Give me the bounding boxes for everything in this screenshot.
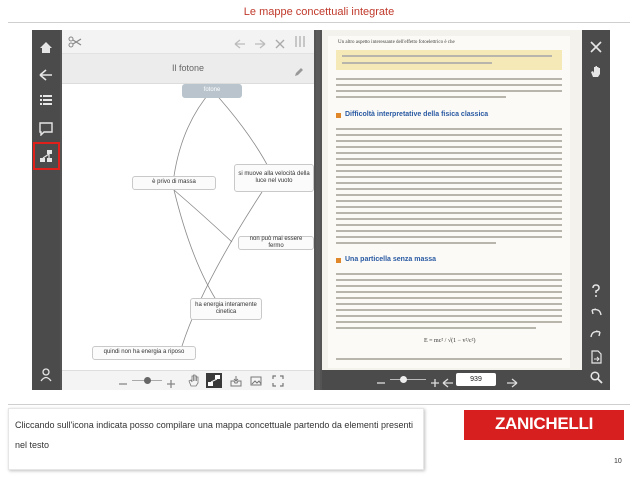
concept-node[interactable]: non può mai essere fermo — [238, 236, 314, 250]
concept-map-panel — [62, 30, 314, 370]
image-icon[interactable] — [250, 374, 262, 392]
caption-box — [8, 408, 424, 470]
map-toolbar — [62, 30, 314, 54]
map-connectors — [62, 84, 314, 370]
comment-icon[interactable] — [32, 118, 60, 140]
concept-node[interactable]: è privo di massa — [132, 176, 216, 190]
right-toolbar — [582, 30, 610, 390]
concept-node[interactable]: ha energia interamente cinetica — [190, 298, 262, 320]
help-icon[interactable] — [582, 280, 610, 302]
book-page-panel — [322, 30, 582, 370]
map-footer-toolbar — [62, 370, 314, 390]
footer-divider — [8, 404, 630, 405]
book-intro-line: Un altro aspetto interessante dell'effetto fotoelettrico è che — [338, 40, 455, 45]
zoom-out-icon[interactable] — [118, 376, 128, 394]
panel-divider[interactable] — [316, 30, 320, 390]
inbox-icon[interactable] — [230, 374, 242, 392]
tools-icon[interactable] — [582, 36, 610, 58]
hand-icon[interactable] — [582, 60, 610, 82]
zoom-in-icon[interactable] — [430, 375, 440, 393]
slide-title: Le mappe concettuali integrate — [243, 6, 395, 18]
search-icon[interactable] — [582, 366, 610, 388]
list-icon[interactable] — [32, 90, 60, 112]
concept-node[interactable]: quindi non ha energia a riposo — [92, 346, 196, 360]
book-heading-2: Una particella senza massa — [345, 256, 437, 263]
caption-text: Cliccando sull'icona indicata posso compilare una mappa concettuale partendo da elementi presenti nel testo — [15, 420, 413, 450]
book-page[interactable] — [328, 36, 570, 368]
zoom-slider-handle[interactable] — [400, 376, 407, 383]
zoom-slider-track[interactable] — [390, 379, 426, 380]
map-title[interactable]: Il fotone — [171, 63, 205, 73]
title-divider — [8, 22, 630, 23]
book-heading-1: Difficoltà interpretative della fisica classica — [345, 111, 489, 118]
undo-map-icon[interactable] — [234, 36, 246, 54]
columns-icon[interactable] — [294, 35, 306, 53]
heading-marker — [336, 113, 341, 118]
publisher-logo — [464, 410, 624, 440]
back-arrow-icon[interactable] — [32, 64, 60, 86]
concept-node[interactable]: si muove alla velocità della luce nel vuoto — [234, 164, 314, 192]
zoom-out-icon[interactable] — [376, 375, 386, 393]
user-icon[interactable] — [32, 364, 60, 386]
heading-marker — [336, 258, 341, 263]
redo-icon[interactable] — [582, 324, 610, 346]
left-toolbar — [32, 30, 60, 390]
map-canvas[interactable] — [62, 84, 314, 370]
root-node[interactable]: fotone — [182, 84, 242, 98]
highlight-frame — [33, 142, 60, 170]
zoom-slider-handle[interactable] — [144, 377, 151, 384]
fullscreen-icon[interactable] — [272, 374, 284, 392]
prev-page-icon[interactable] — [442, 375, 454, 393]
next-page-icon[interactable] — [506, 375, 518, 393]
logo-text: ZANICHELLI — [494, 414, 594, 433]
book-footer-toolbar — [322, 370, 582, 390]
page-number-input[interactable]: 939 — [456, 373, 496, 386]
book-formula: E = mc² / √(1 − v²/c²) — [424, 338, 476, 344]
app-window — [32, 30, 610, 390]
scissors-icon[interactable] — [68, 35, 82, 53]
book-callout — [336, 50, 562, 70]
add-node-button[interactable] — [206, 373, 222, 388]
hand-tool-icon[interactable] — [188, 374, 200, 392]
close-icon[interactable] — [275, 36, 285, 54]
slide-page-number: 10 — [614, 458, 622, 465]
edit-pencil-icon[interactable] — [294, 64, 304, 82]
map-header — [62, 54, 314, 84]
home-icon[interactable] — [32, 36, 60, 58]
export-icon[interactable] — [582, 346, 610, 368]
zoom-in-icon[interactable] — [166, 376, 176, 394]
redo-map-icon[interactable] — [254, 36, 266, 54]
undo-icon[interactable] — [582, 302, 610, 324]
